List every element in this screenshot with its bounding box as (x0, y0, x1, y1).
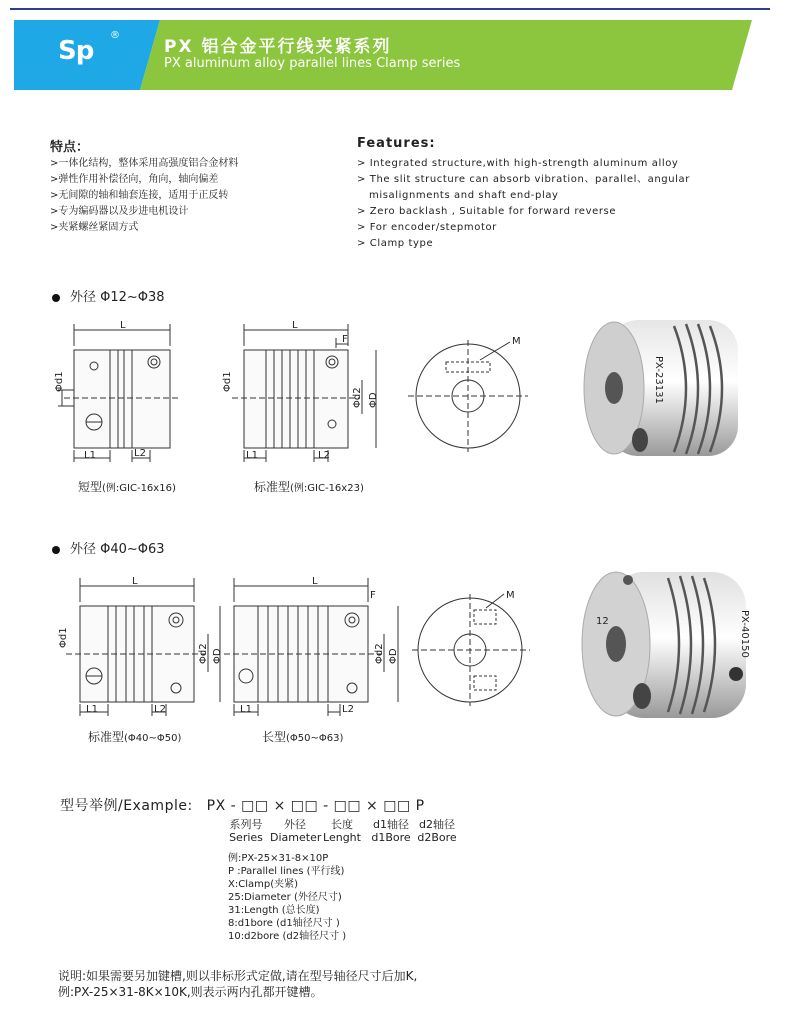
model-col-d1: d1轴径 d1Bore (371, 818, 411, 844)
feature-item: > For encoder/stepmotor (357, 222, 497, 233)
product-photo-small (578, 306, 768, 466)
dim-L1: L1 (246, 450, 258, 461)
bullet-icon (52, 294, 60, 302)
dim-L1: L1 (240, 704, 252, 715)
dim-M: M (512, 336, 521, 347)
model-col-length: 长度 Lenght (323, 818, 361, 844)
dim-d1: Φd1 (222, 371, 233, 392)
bullet-icon (52, 546, 60, 554)
dim-F: F (370, 590, 376, 601)
dim-D: ΦD (388, 648, 399, 664)
model-example-label: 型号举例/Example: (60, 798, 193, 814)
dim-L2: L2 (342, 704, 354, 715)
caption-short-type: 短型(例:GIC-16x16) (78, 480, 176, 494)
dim-L2: L2 (154, 704, 166, 715)
drawing-standard-large (54, 572, 224, 722)
caption-long-type: 长型(Φ50~Φ63) (262, 730, 344, 744)
dim-d1: Φd1 (54, 371, 65, 392)
dim-L2: L2 (318, 450, 330, 461)
dim-M: M (506, 590, 515, 601)
product-photo-large (576, 560, 772, 728)
drawing-long-type (222, 572, 410, 722)
page-title-en: PX aluminum alloy parallel lines Clamp series (164, 56, 461, 71)
dim-L: L (292, 320, 298, 331)
brand-logo: Sp (58, 36, 94, 66)
feature-item: >无间隙的轴和轴套连接，适用于正反转 (50, 190, 229, 201)
drawing-end-view-small (408, 330, 533, 455)
feature-item: >一体化结构，整体采用高强度铝合金材料 (50, 158, 239, 169)
dim-L: L (312, 576, 318, 587)
model-col-diameter: 外径 Diameter (270, 818, 322, 844)
feature-item: >专为编码器以及步进电机设计 (50, 206, 189, 217)
photo-label-small: PX-23131 (653, 356, 664, 404)
top-rule (10, 8, 770, 10)
model-col-d2: d2轴径 d2Bore (417, 818, 457, 844)
drawing-end-view-large (412, 588, 537, 713)
feature-item: > Clamp type (357, 238, 434, 249)
model-col-series: 系列号 Series (229, 818, 263, 844)
model-example-line (60, 795, 425, 815)
dim-L: L (120, 320, 126, 331)
dim-D: ΦD (212, 648, 223, 664)
dim-F: F (342, 334, 348, 345)
dim-d2: Φd2 (374, 643, 385, 664)
drawing-short-type (50, 318, 200, 468)
caption-standard-large: 标准型(Φ40~Φ50) (88, 730, 182, 744)
dim-L: L (132, 576, 138, 587)
model-example-details: 例:PX-25×31-8×10P P :Parallel lines (平行线) X:Clamp(夹紧) 25:Diameter (外径尺寸) 31:Length (总长度) 8:d1bore (d1轴径尺寸 ) 10:d2bore (d2轴径尺寸 ) (228, 853, 347, 942)
feature-item: >夹紧螺丝紧固方式 (50, 222, 139, 233)
keyway-note: 说明:如果需要另加键槽,则以非标形式定做,请在型号轴径尺寸后加K, 例:PX-25×31-8K×10K,则表示两内孔都开键槽。 (58, 969, 418, 999)
dim-L1: L1 (84, 450, 96, 461)
model-code: PX - □□ × □□ - □□ × □□ P (206, 798, 425, 814)
features-heading-cn: 特点： (50, 140, 90, 155)
drawing-standard-type (218, 318, 383, 468)
photo-label-large: PX-40150 (739, 610, 750, 658)
features-heading-en: Features: (357, 136, 436, 151)
dim-D: ΦD (368, 392, 379, 408)
dim-d2: Φd2 (352, 387, 363, 408)
features-list-cn (50, 156, 238, 236)
feature-item: misalignments and shaft end-play (369, 190, 559, 201)
feature-item: > Zero backlash , Suitable for forward reverse (357, 206, 617, 217)
section-heading-small: 外径 Φ12~Φ38 (52, 286, 165, 305)
registered-mark: ® (110, 30, 120, 41)
caption-standard-type: 标准型(例:GIC-16x23) (254, 480, 364, 494)
dim-d2: Φd2 (198, 643, 209, 664)
page-title-cn: PX 铝合金平行线夹紧系列 (164, 37, 392, 57)
dim-d1: Φd1 (58, 627, 69, 648)
feature-item: >弹性作用补偿径向，角向，轴向偏差 (50, 174, 219, 185)
dim-L1: L1 (86, 704, 98, 715)
dim-L2: L2 (134, 448, 146, 459)
photo-bore-label: 12 (596, 616, 609, 627)
feature-item: > Integrated structure,with high-strength aluminum alloy (357, 158, 679, 169)
features-list-en (357, 156, 690, 252)
section-heading-large: 外径 Φ40~Φ63 (52, 538, 165, 557)
feature-item: > The slit structure can absorb vibration、parallel、angular (357, 174, 690, 185)
